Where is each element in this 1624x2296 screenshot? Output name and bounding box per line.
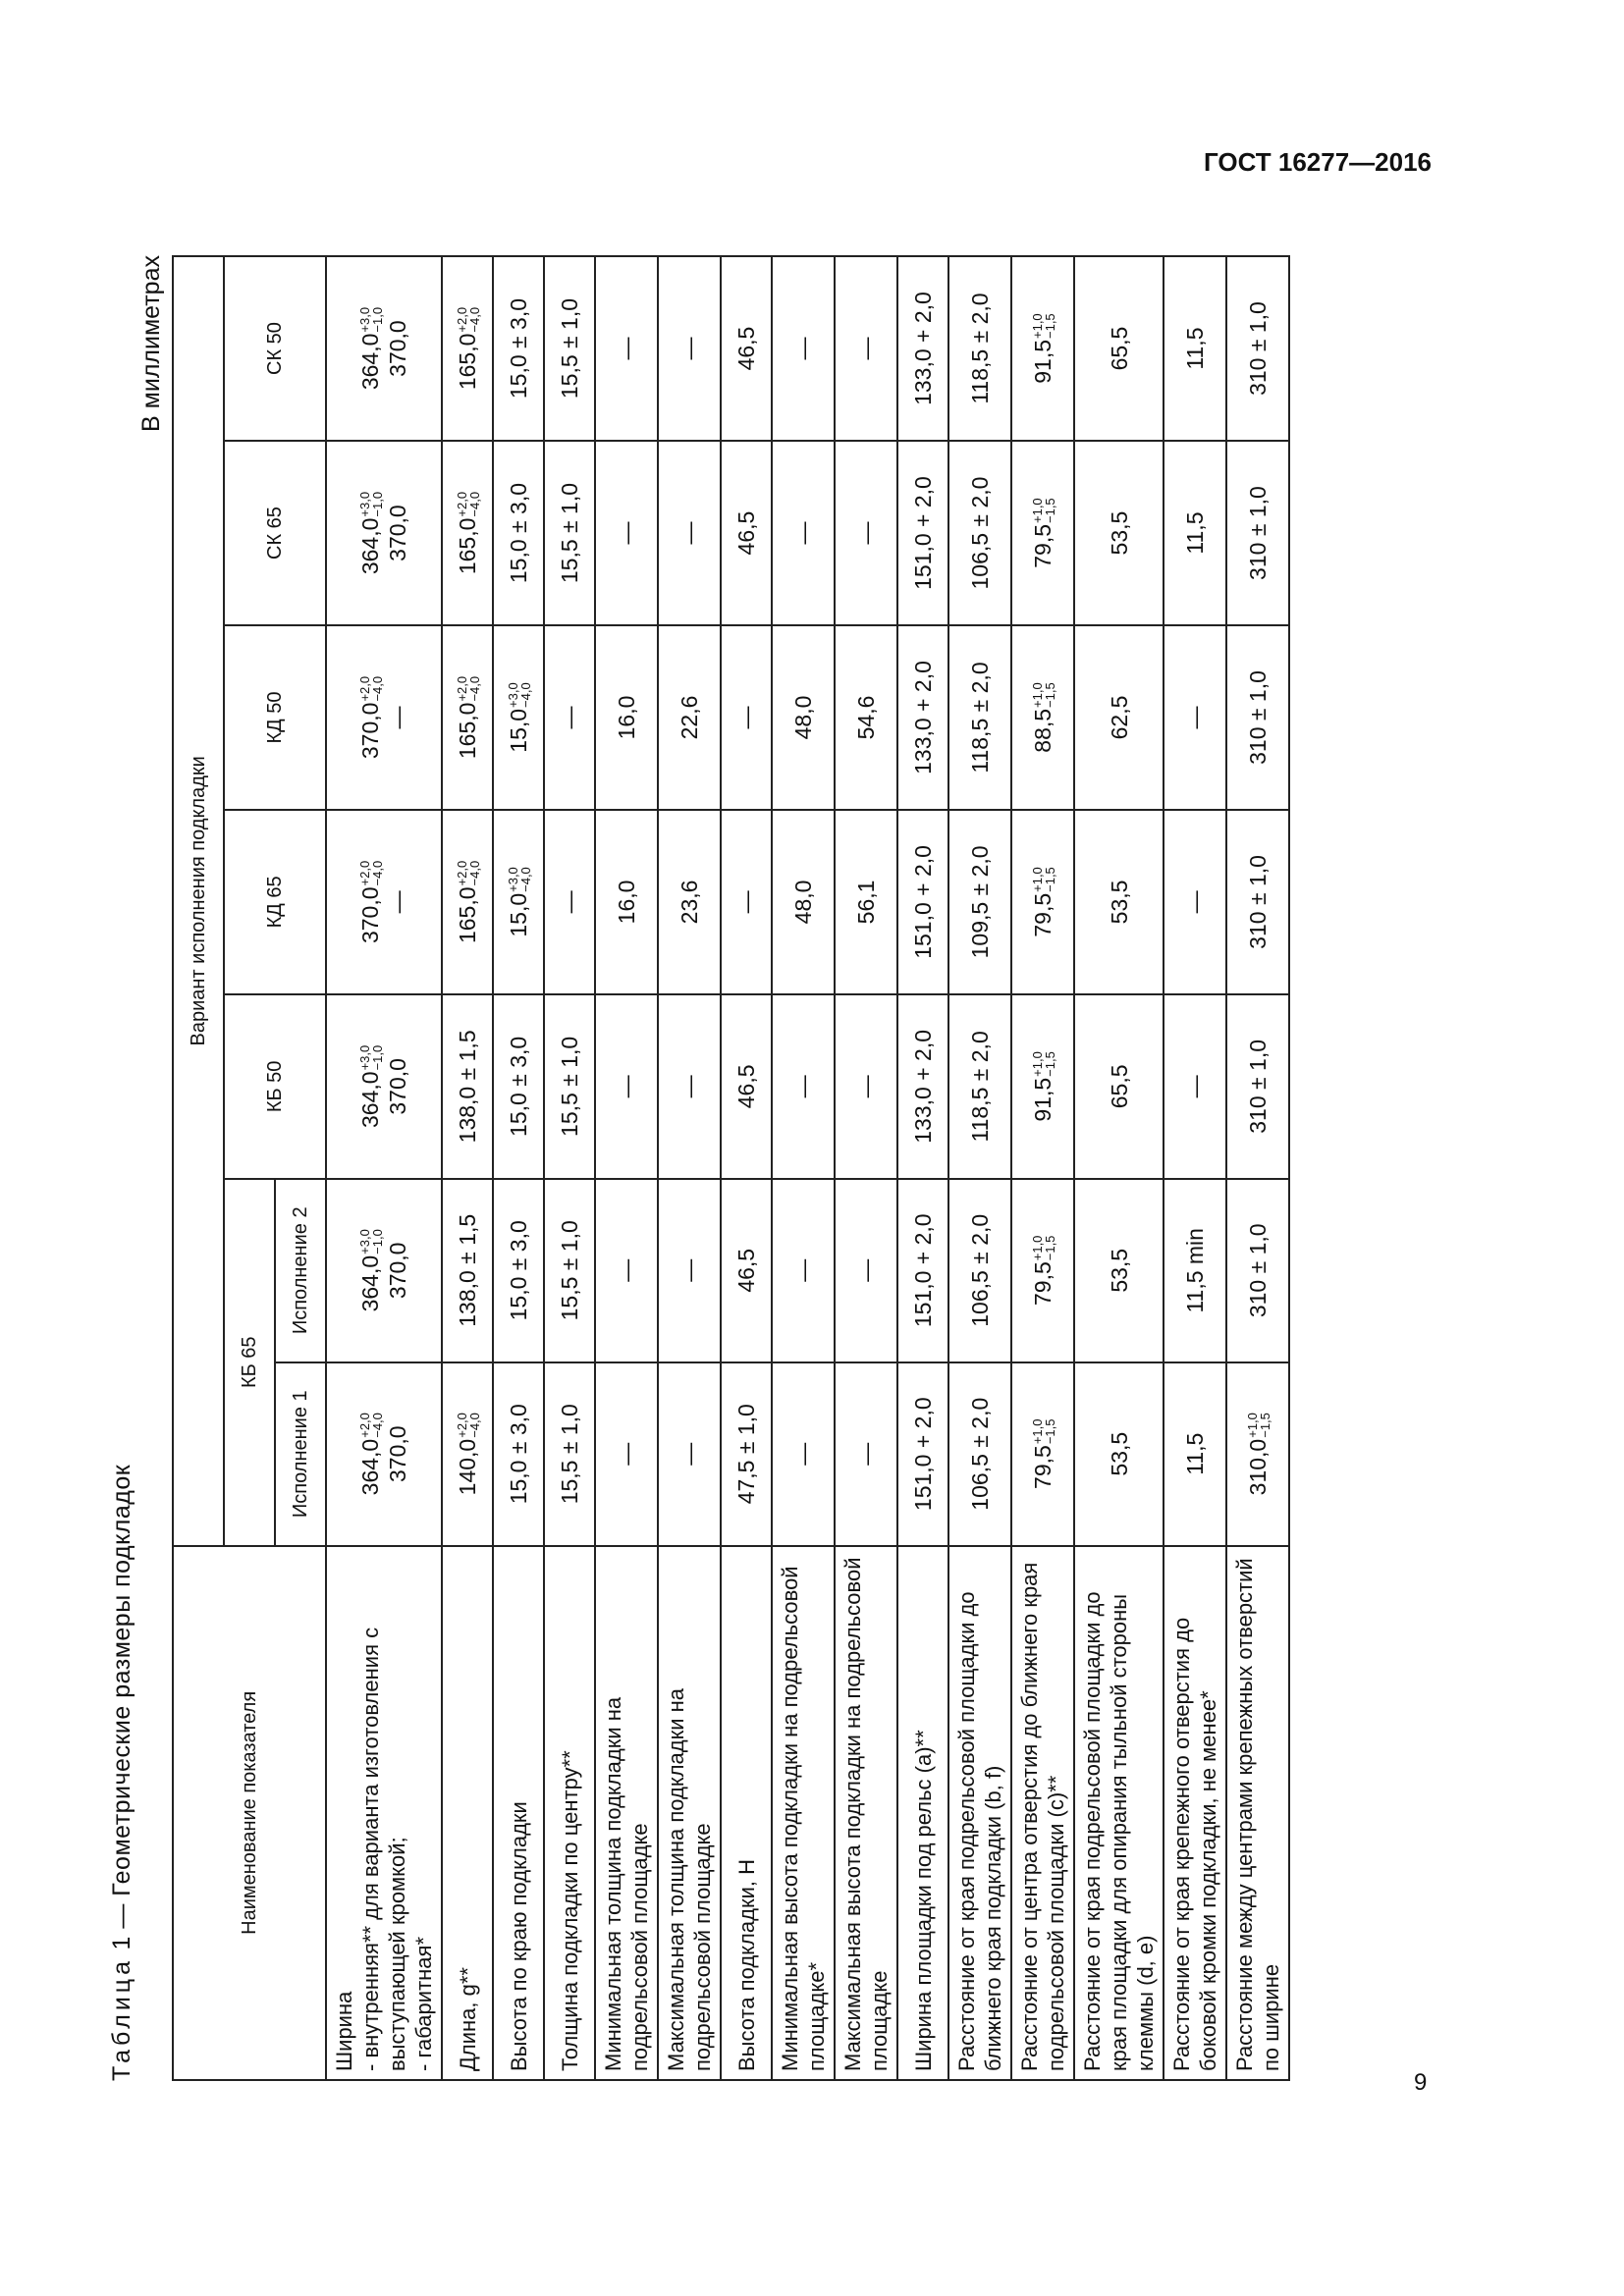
row-value xyxy=(1074,1179,1164,1362)
value-main: 15,0 ± 3,0 xyxy=(506,482,531,584)
value-main: 79,5 xyxy=(1029,1261,1056,1307)
value-main: 106,5 ± 2,0 xyxy=(967,476,993,590)
row-value xyxy=(658,1179,721,1362)
value-main: — xyxy=(790,1075,816,1098)
value-main: 165,0 xyxy=(454,702,480,760)
value-main: 15,0 ± 3,0 xyxy=(506,1404,531,1505)
value-main: 364,0 xyxy=(356,1255,383,1312)
table-row xyxy=(1011,256,1074,2080)
row-name: Расстояние от края подрельсовой площадки до края площадки для опирания тыльной стороны клеммы (d, e) xyxy=(1074,1546,1164,2080)
row-value xyxy=(1011,441,1074,625)
row-value xyxy=(772,994,835,1179)
value-main: 106,5 ± 2,0 xyxy=(967,1397,993,1511)
row-value xyxy=(658,441,721,625)
row-name: Минимальная высота подкладки на подрельсовой площадке* xyxy=(772,1546,835,2080)
value-main: 310 ± 1,0 xyxy=(1245,301,1271,396)
row-value xyxy=(326,1179,442,1362)
row-value xyxy=(772,1179,835,1362)
table-row xyxy=(595,256,658,2080)
row-value xyxy=(544,1179,595,1362)
value-main: — xyxy=(853,1075,879,1098)
row-value xyxy=(835,994,897,1179)
row-value xyxy=(1011,994,1074,1179)
row-value xyxy=(442,256,493,441)
row-value xyxy=(772,625,835,810)
value-main: 310 ± 1,0 xyxy=(1245,855,1271,949)
row-value xyxy=(595,441,658,625)
row-value xyxy=(544,1362,595,1546)
row-value xyxy=(493,1362,544,1546)
row-value xyxy=(1226,810,1289,994)
value-main: 56,1 xyxy=(853,880,879,925)
table-body xyxy=(326,256,1289,2080)
row-value xyxy=(1074,994,1164,1179)
value-secondary: 370,0 xyxy=(385,505,411,561)
table-row xyxy=(493,256,544,2080)
value-main: 46,5 xyxy=(733,510,759,556)
row-value xyxy=(1164,810,1226,994)
row-value xyxy=(897,441,948,625)
value-main: — xyxy=(853,521,879,545)
units-note: В миллиметрах xyxy=(137,255,165,432)
value-main: 151,0 + 2,0 xyxy=(910,845,936,959)
value-main: 15,0 xyxy=(505,708,531,753)
standard-code: ГОСТ 16277—2016 xyxy=(1204,147,1432,177)
value-main: — xyxy=(790,521,816,545)
value-main: 138,0 ± 1,5 xyxy=(455,1213,480,1327)
value-main: 48,0 xyxy=(790,880,816,925)
row-value xyxy=(658,1362,721,1546)
row-name: Расстояние от края крепежного отверстия до боковой кромки подкладки, не менее* xyxy=(1164,1546,1226,2080)
value-main: 65,5 xyxy=(1106,326,1132,371)
row-value xyxy=(595,256,658,441)
value-main: 79,5 xyxy=(1029,524,1056,568)
value-main: — xyxy=(677,1442,702,1466)
header-kd65: КД 65 xyxy=(224,810,326,994)
table-row xyxy=(897,256,948,2080)
row-name: Ширина площадки под рельс (a)** xyxy=(897,1546,948,2080)
row-value xyxy=(772,810,835,994)
header-isp2: Исполнение 2 xyxy=(275,1179,326,1362)
row-name: Минимальная толщина подкладки на подрельсовой площадке xyxy=(595,1546,658,2080)
value-main: — xyxy=(1182,890,1208,914)
row-value xyxy=(772,1362,835,1546)
value-main: 364,0 xyxy=(356,333,383,391)
row-value xyxy=(326,625,442,810)
row-value xyxy=(326,256,442,441)
row-value xyxy=(772,256,835,441)
tolerance: +1,0 −1,5 xyxy=(1245,1413,1273,1438)
value-main: — xyxy=(557,890,582,914)
row-value xyxy=(658,810,721,994)
row-value xyxy=(595,625,658,810)
value-main: 140,0 xyxy=(454,1438,480,1496)
value-main: — xyxy=(677,521,702,545)
value-main: 46,5 xyxy=(733,1248,759,1293)
value-main: 133,0 + 2,0 xyxy=(910,661,936,774)
value-main: — xyxy=(853,1442,879,1466)
row-value xyxy=(544,625,595,810)
value-main: 133,0 + 2,0 xyxy=(910,1029,936,1144)
row-value xyxy=(772,441,835,625)
value-main: 310 ± 1,0 xyxy=(1245,1223,1271,1318)
row-value xyxy=(721,625,772,810)
value-main: — xyxy=(790,1258,816,1282)
row-name: Толщина подкладки по центру** xyxy=(544,1546,595,2080)
value-main: 48,0 xyxy=(790,695,816,740)
row-name: Максимальная высота подкладки на подрельсовой площадке xyxy=(835,1546,897,2080)
tolerance: +2,0 −4,0 xyxy=(455,1413,483,1438)
value-main: — xyxy=(557,706,582,729)
value-main: 54,6 xyxy=(853,695,879,740)
value-main: 138,0 ± 1,5 xyxy=(455,1030,480,1144)
row-value xyxy=(1164,1362,1226,1546)
table-row xyxy=(326,256,442,2080)
row-value xyxy=(658,625,721,810)
tolerance: +1,0 −1,5 xyxy=(1030,1235,1058,1261)
row-value xyxy=(721,441,772,625)
value-main: 46,5 xyxy=(733,326,759,371)
value-main: — xyxy=(1182,706,1208,729)
value-main: — xyxy=(853,1258,879,1282)
row-value xyxy=(948,1362,1011,1546)
row-value xyxy=(1164,1179,1226,1362)
value-secondary: 370,0 xyxy=(385,320,411,377)
value-main: — xyxy=(614,1442,639,1466)
value-main: — xyxy=(614,337,639,360)
value-main: — xyxy=(853,337,879,360)
row-value xyxy=(493,625,544,810)
value-main: 15,5 ± 1,0 xyxy=(557,482,582,584)
tolerance: +3,0 −1,0 xyxy=(357,1229,386,1255)
row-value xyxy=(835,810,897,994)
row-value xyxy=(1226,1179,1289,1362)
value-main: 53,5 xyxy=(1106,880,1132,925)
value-main: 15,5 ± 1,0 xyxy=(557,1036,582,1137)
value-main: 151,0 + 2,0 xyxy=(910,1213,936,1328)
row-value xyxy=(544,994,595,1179)
value-main: — xyxy=(614,1075,639,1098)
value-main: 16,0 xyxy=(614,880,639,925)
tolerance: +3,0 −4,0 xyxy=(506,867,534,892)
row-name: Расстояние от края подрельсовой площадки до ближнего края подкладки (b, f) xyxy=(948,1546,1011,2080)
row-value xyxy=(897,1362,948,1546)
tolerance: +3,0 −1,0 xyxy=(357,491,386,517)
row-value xyxy=(326,810,442,994)
row-value xyxy=(897,256,948,441)
row-name: Расстояние между центрами крепежных отверстий по ширине xyxy=(1226,1546,1289,2080)
table-row xyxy=(1164,256,1226,2080)
row-value xyxy=(595,1362,658,1546)
value-main: — xyxy=(733,706,759,729)
table-row xyxy=(658,256,721,2080)
row-value xyxy=(1164,625,1226,810)
value-main: 16,0 xyxy=(614,695,639,740)
row-value xyxy=(721,256,772,441)
value-main: 15,0 xyxy=(505,892,531,937)
row-value xyxy=(1164,441,1226,625)
value-main: 62,5 xyxy=(1106,695,1132,740)
row-value xyxy=(897,1179,948,1362)
header-isp1: Исполнение 1 xyxy=(275,1362,326,1546)
value-main: 109,5 ± 2,0 xyxy=(967,845,993,959)
header-kd50: КД 50 xyxy=(224,625,326,810)
row-value xyxy=(326,441,442,625)
row-value xyxy=(897,625,948,810)
row-value xyxy=(948,810,1011,994)
value-main: 15,0 ± 3,0 xyxy=(506,1036,531,1137)
value-main: — xyxy=(614,1258,639,1282)
value-main: — xyxy=(790,1442,816,1466)
tolerance: +1,0 −1,5 xyxy=(1030,313,1058,339)
value-main: 91,5 xyxy=(1029,340,1056,384)
row-value xyxy=(948,1179,1011,1362)
row-value xyxy=(595,810,658,994)
tolerance: +1,0 −1,5 xyxy=(1030,1418,1058,1445)
value-main: 310 ± 1,0 xyxy=(1245,1039,1271,1134)
value-main: 53,5 xyxy=(1106,1248,1132,1293)
row-name: Максимальная толщина подкладки на подрельсовой площадке xyxy=(658,1546,721,2080)
value-main: 165,0 xyxy=(454,333,480,391)
tolerance: +2,0 −4,0 xyxy=(455,675,483,702)
table-row xyxy=(835,256,897,2080)
value-main: 53,5 xyxy=(1106,1431,1132,1476)
row-value xyxy=(948,256,1011,441)
row-value xyxy=(493,810,544,994)
rotated-table-area xyxy=(108,255,1483,2081)
value-main: 370,0 xyxy=(356,702,383,760)
tolerance: +1,0 −1,5 xyxy=(1030,1051,1058,1077)
row-value xyxy=(442,1179,493,1362)
row-name: Высота подкладки, H xyxy=(721,1546,772,2080)
value-secondary: 370,0 xyxy=(385,1242,411,1300)
value-secondary: — xyxy=(385,890,411,914)
row-value xyxy=(658,994,721,1179)
value-main: 165,0 xyxy=(454,886,480,944)
row-value xyxy=(1226,441,1289,625)
value-main: 23,6 xyxy=(677,880,702,925)
value-main: 15,5 ± 1,0 xyxy=(557,1404,582,1505)
table-row xyxy=(772,256,835,2080)
table-caption xyxy=(108,1465,136,2081)
row-value xyxy=(326,1362,442,1546)
value-main: 88,5 xyxy=(1029,708,1056,753)
tolerance: +3,0 −4,0 xyxy=(506,682,534,708)
value-main: 11,5 min xyxy=(1182,1228,1208,1313)
value-secondary: 370,0 xyxy=(385,1425,411,1482)
value-main: 151,0 + 2,0 xyxy=(910,476,936,590)
row-value xyxy=(835,625,897,810)
tolerance: +2,0 −4,0 xyxy=(357,675,386,702)
row-value xyxy=(1164,256,1226,441)
row-value xyxy=(835,441,897,625)
tolerance: +1,0 −1,5 xyxy=(1030,867,1058,892)
table-row xyxy=(442,256,493,2080)
value-main: 370,0 xyxy=(356,886,383,944)
value-main: 118,5 ± 2,0 xyxy=(967,293,993,404)
table-row xyxy=(1074,256,1164,2080)
value-main: — xyxy=(677,1075,702,1098)
row-value xyxy=(948,994,1011,1179)
value-main: 47,5 ± 1,0 xyxy=(733,1404,759,1505)
header-kb50: КБ 50 xyxy=(224,994,326,1179)
row-value xyxy=(595,1179,658,1362)
tolerance: +1,0 −1,5 xyxy=(1030,498,1058,523)
row-value xyxy=(721,994,772,1179)
dimensions-table xyxy=(172,255,1290,2081)
row-value xyxy=(897,810,948,994)
value-main: — xyxy=(790,337,816,360)
row-value xyxy=(721,1362,772,1546)
value-main: 15,0 ± 3,0 xyxy=(506,297,531,400)
row-value xyxy=(1011,625,1074,810)
row-value xyxy=(544,810,595,994)
row-value xyxy=(1226,994,1289,1179)
header-name: Наименование показателя xyxy=(173,1546,326,2080)
value-secondary: 370,0 xyxy=(385,1058,411,1115)
value-main: 364,0 xyxy=(356,1071,383,1128)
value-main: 310 ± 1,0 xyxy=(1245,670,1271,765)
row-value xyxy=(948,625,1011,810)
caption-prefix: Таблица xyxy=(108,1956,135,2081)
row-name: Ширина - внутренняя** для варианта изготовления с выступающей кромкой; - габаритная* xyxy=(326,1546,442,2080)
value-main: — xyxy=(614,521,639,545)
value-main: — xyxy=(733,890,759,914)
value-main: 11,5 xyxy=(1182,511,1208,555)
header-sk50: СК 50 xyxy=(224,256,326,441)
value-main: 46,5 xyxy=(733,1064,759,1109)
row-value xyxy=(1226,256,1289,441)
row-value xyxy=(493,1179,544,1362)
row-value xyxy=(442,810,493,994)
table-row xyxy=(544,256,595,2080)
row-value xyxy=(1226,1362,1289,1546)
row-value xyxy=(1074,1362,1164,1546)
row-value xyxy=(1011,256,1074,441)
tolerance: +2,0 −4,0 xyxy=(455,860,483,886)
value-main: 364,0 xyxy=(356,517,383,575)
header-sk65: СК 65 xyxy=(224,441,326,625)
value-main: 118,5 ± 2,0 xyxy=(967,1031,993,1143)
value-main: 11,5 xyxy=(1182,1432,1208,1475)
value-main: — xyxy=(1182,1075,1208,1098)
value-main: 165,0 xyxy=(454,517,480,575)
tolerance: +3,0 −1,0 xyxy=(357,306,386,333)
row-value xyxy=(493,441,544,625)
row-value xyxy=(544,256,595,441)
row-value xyxy=(1074,625,1164,810)
value-main: 65,5 xyxy=(1106,1064,1132,1109)
row-value xyxy=(835,256,897,441)
table-row xyxy=(1226,256,1289,2080)
header-variant: Вариант исполнения подкладки xyxy=(173,256,224,1546)
row-value xyxy=(658,256,721,441)
tolerance: +3,0 −1,0 xyxy=(357,1044,386,1071)
row-value xyxy=(442,441,493,625)
value-main: 106,5 ± 2,0 xyxy=(967,1213,993,1327)
page-number: 9 xyxy=(1414,2069,1428,2096)
row-name: Длина, g** xyxy=(442,1546,493,2080)
header-kb65: КБ 65 xyxy=(224,1179,275,1546)
row-name: Высота по краю подкладки xyxy=(493,1546,544,2080)
value-main: — xyxy=(677,337,702,360)
value-main: — xyxy=(677,1258,702,1282)
value-main: 15,5 ± 1,0 xyxy=(557,297,582,400)
row-value xyxy=(835,1362,897,1546)
value-main: 91,5 xyxy=(1029,1077,1056,1122)
row-value xyxy=(1074,256,1164,441)
value-main: 79,5 xyxy=(1029,892,1056,937)
tolerance: +2,0 −4,0 xyxy=(357,860,386,886)
value-secondary: — xyxy=(385,706,411,729)
value-main: 11,5 xyxy=(1182,327,1208,370)
row-value xyxy=(721,1179,772,1362)
row-value xyxy=(493,256,544,441)
table-row xyxy=(721,256,772,2080)
row-name: Расстояние от центра отверстия до ближнего края подрельсовой площадки (c)** xyxy=(1011,1546,1074,2080)
row-value xyxy=(1074,810,1164,994)
row-value xyxy=(1074,441,1164,625)
value-main: 53,5 xyxy=(1106,510,1132,556)
row-value xyxy=(1164,994,1226,1179)
row-value xyxy=(835,1179,897,1362)
row-value xyxy=(595,994,658,1179)
row-value xyxy=(544,441,595,625)
value-main: 15,5 ± 1,0 xyxy=(557,1220,582,1321)
value-main: 118,5 ± 2,0 xyxy=(967,662,993,774)
row-value xyxy=(897,994,948,1179)
value-main: 310,0 xyxy=(1244,1438,1271,1496)
tolerance: +2,0 −4,0 xyxy=(357,1413,386,1438)
value-main: 15,0 ± 3,0 xyxy=(506,1220,531,1321)
row-value xyxy=(326,994,442,1179)
tolerance: +1,0 −1,5 xyxy=(1030,682,1058,708)
value-main: 79,5 xyxy=(1029,1445,1056,1489)
row-value xyxy=(721,810,772,994)
table-row xyxy=(948,256,1011,2080)
row-value xyxy=(493,994,544,1179)
row-value xyxy=(1226,625,1289,810)
value-main: 364,0 xyxy=(356,1438,383,1496)
tolerance: +2,0 −4,0 xyxy=(455,306,483,333)
row-value xyxy=(1011,810,1074,994)
row-value xyxy=(442,625,493,810)
value-main: 151,0 + 2,0 xyxy=(910,1397,936,1512)
row-value xyxy=(442,994,493,1179)
row-value xyxy=(442,1362,493,1546)
row-value xyxy=(1011,1362,1074,1546)
value-main: 310 ± 1,0 xyxy=(1245,486,1271,580)
tolerance: +2,0 −4,0 xyxy=(455,491,483,517)
value-main: 133,0 + 2,0 xyxy=(910,292,936,405)
value-main: 22,6 xyxy=(677,695,702,740)
row-value xyxy=(948,441,1011,625)
caption-text: 1 — Геометрические размеры подкладок xyxy=(108,1464,135,1957)
row-value xyxy=(1011,1179,1074,1362)
